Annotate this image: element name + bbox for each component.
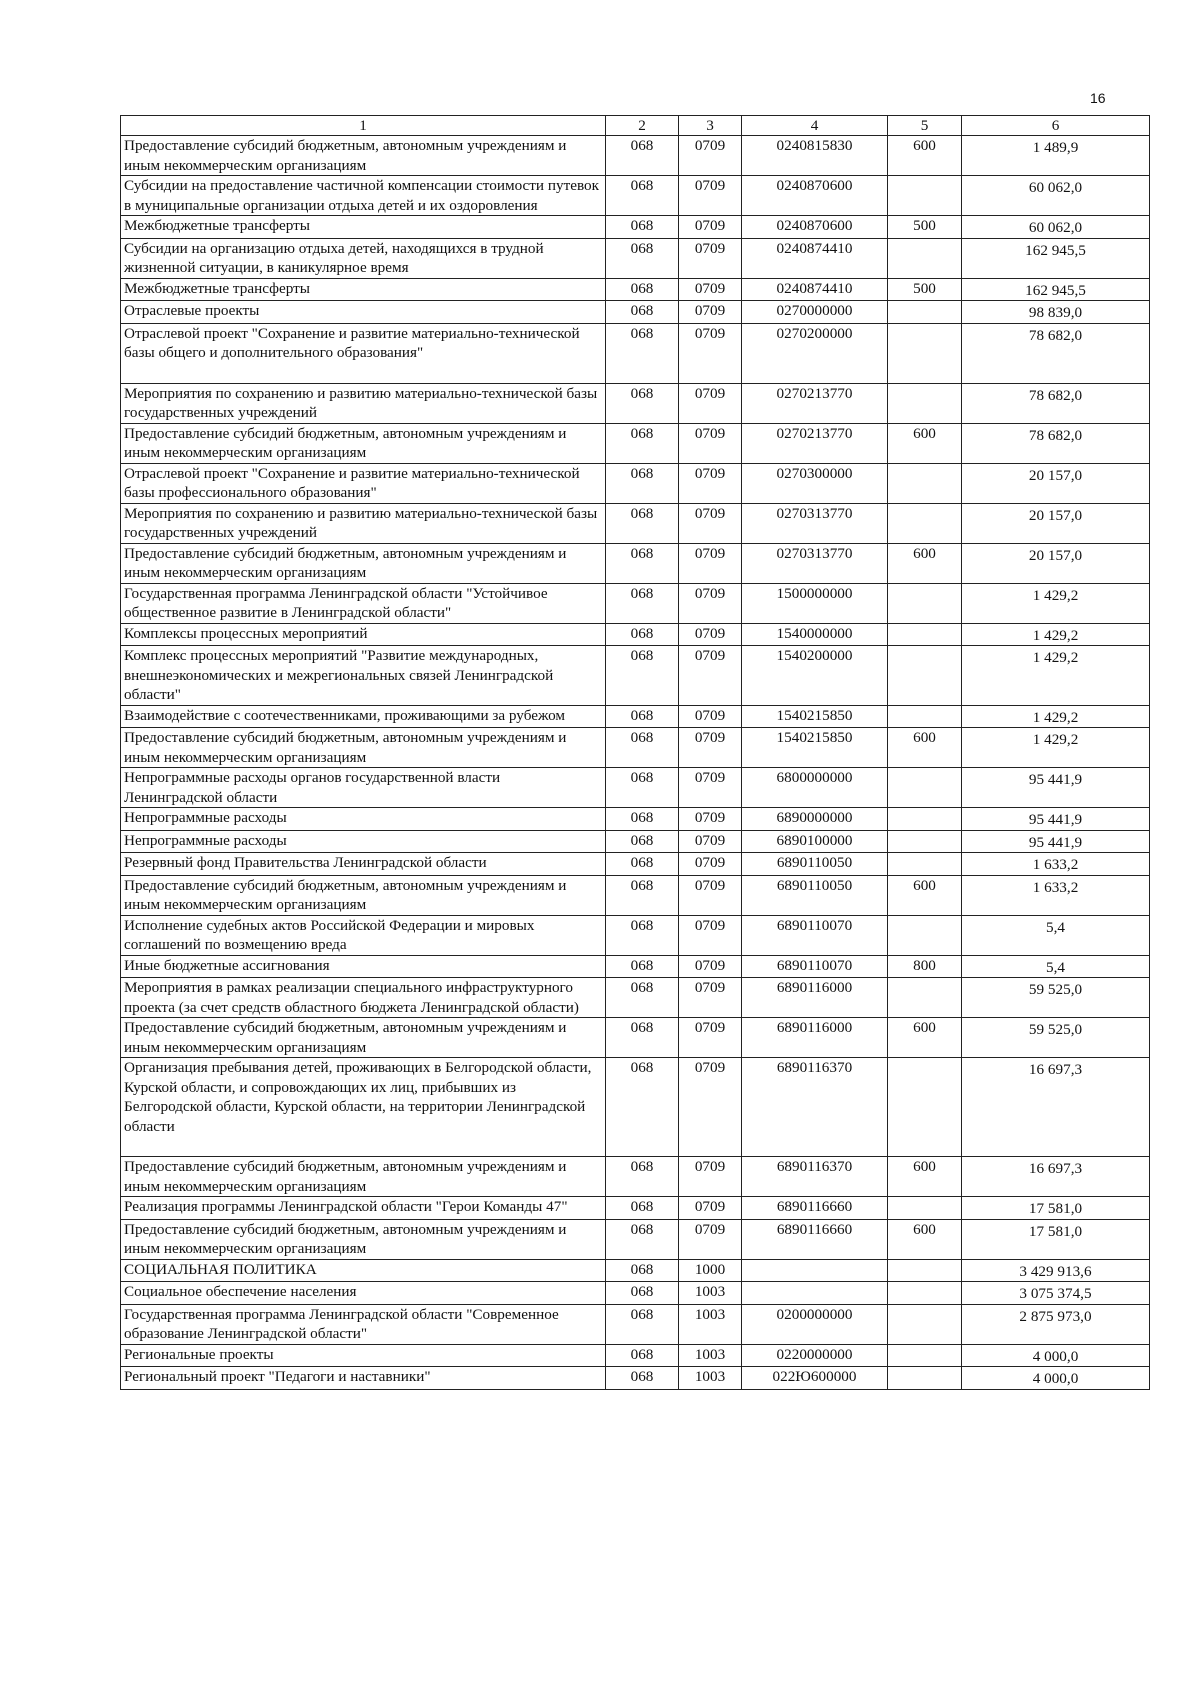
table-row bbox=[121, 216, 1150, 239]
row-chapter: 068 bbox=[606, 543, 679, 583]
row-amount: 17 581,0 bbox=[962, 1219, 1150, 1259]
row-expense-type: 600 bbox=[888, 423, 962, 463]
row-section: 0709 bbox=[679, 955, 742, 978]
row-amount: 60 062,0 bbox=[962, 176, 1150, 216]
row-chapter: 068 bbox=[606, 423, 679, 463]
row-chapter: 068 bbox=[606, 705, 679, 728]
header-col-4: 4 bbox=[742, 116, 888, 136]
row-section: 0709 bbox=[679, 1058, 742, 1157]
row-expense-type bbox=[888, 1304, 962, 1344]
row-target-article: 0240874410 bbox=[742, 278, 888, 301]
table-row bbox=[121, 1259, 1150, 1282]
row-section: 0709 bbox=[679, 583, 742, 623]
row-section: 0709 bbox=[679, 383, 742, 423]
row-target-article: 0240874410 bbox=[742, 238, 888, 278]
row-expense-type: 600 bbox=[888, 1018, 962, 1058]
row-chapter: 068 bbox=[606, 583, 679, 623]
row-name: Комплексы процессных мероприятий bbox=[121, 623, 606, 646]
row-name: Предоставление субсидий бюджетным, автономным учреждениям и иным некоммерческим организациям bbox=[121, 423, 606, 463]
table-row bbox=[121, 136, 1150, 176]
table-row bbox=[121, 728, 1150, 768]
table-row bbox=[121, 1157, 1150, 1197]
row-expense-type bbox=[888, 176, 962, 216]
row-name: Межбюджетные трансферты bbox=[121, 216, 606, 239]
row-target-article: 6890000000 bbox=[742, 808, 888, 831]
row-section: 1003 bbox=[679, 1367, 742, 1390]
row-chapter: 068 bbox=[606, 463, 679, 503]
row-section: 0709 bbox=[679, 423, 742, 463]
row-amount: 60 062,0 bbox=[962, 216, 1150, 239]
row-chapter: 068 bbox=[606, 853, 679, 876]
table-row bbox=[121, 830, 1150, 853]
row-target-article: 0270313770 bbox=[742, 503, 888, 543]
row-amount: 98 839,0 bbox=[962, 301, 1150, 324]
row-section: 1000 bbox=[679, 1259, 742, 1282]
row-target-article: 0200000000 bbox=[742, 1304, 888, 1344]
row-expense-type bbox=[888, 915, 962, 955]
row-name: Социальное обеспечение населения bbox=[121, 1282, 606, 1305]
row-amount: 1 429,2 bbox=[962, 583, 1150, 623]
row-section: 0709 bbox=[679, 728, 742, 768]
row-amount: 3 429 913,6 bbox=[962, 1259, 1150, 1282]
row-expense-type bbox=[888, 808, 962, 831]
row-chapter: 068 bbox=[606, 1157, 679, 1197]
row-amount: 5,4 bbox=[962, 955, 1150, 978]
row-amount: 17 581,0 bbox=[962, 1197, 1150, 1220]
budget-table bbox=[120, 115, 1150, 1390]
table-row bbox=[121, 705, 1150, 728]
table-row bbox=[121, 808, 1150, 831]
row-chapter: 068 bbox=[606, 1282, 679, 1305]
row-target-article: 6800000000 bbox=[742, 768, 888, 808]
row-amount: 162 945,5 bbox=[962, 278, 1150, 301]
row-chapter: 068 bbox=[606, 1058, 679, 1157]
row-amount: 4 000,0 bbox=[962, 1344, 1150, 1367]
row-target-article: 1500000000 bbox=[742, 583, 888, 623]
table-row bbox=[121, 1282, 1150, 1305]
row-expense-type bbox=[888, 583, 962, 623]
row-target-article: 0270200000 bbox=[742, 323, 888, 383]
row-section: 0709 bbox=[679, 543, 742, 583]
row-target-article: 0240815830 bbox=[742, 136, 888, 176]
table-row bbox=[121, 1219, 1150, 1259]
row-section: 0709 bbox=[679, 915, 742, 955]
row-section: 0709 bbox=[679, 768, 742, 808]
row-amount: 4 000,0 bbox=[962, 1367, 1150, 1390]
row-chapter: 068 bbox=[606, 646, 679, 706]
row-name: Государственная программа Ленинградской области "Современное образование Ленинградской области" bbox=[121, 1304, 606, 1344]
row-name: Отраслевой проект "Сохранение и развитие материально-технической базы профессионального образования" bbox=[121, 463, 606, 503]
row-target-article: 1540215850 bbox=[742, 728, 888, 768]
row-amount: 1 633,2 bbox=[962, 853, 1150, 876]
row-expense-type bbox=[888, 1197, 962, 1220]
table-row bbox=[121, 978, 1150, 1018]
row-section: 1003 bbox=[679, 1344, 742, 1367]
row-section: 0709 bbox=[679, 503, 742, 543]
row-section: 1003 bbox=[679, 1282, 742, 1305]
row-amount: 1 489,9 bbox=[962, 136, 1150, 176]
row-target-article: 0270213770 bbox=[742, 423, 888, 463]
row-name: Непрограммные расходы bbox=[121, 830, 606, 853]
row-name: Непрограммные расходы bbox=[121, 808, 606, 831]
row-amount: 78 682,0 bbox=[962, 323, 1150, 383]
row-chapter: 068 bbox=[606, 978, 679, 1018]
row-expense-type bbox=[888, 1058, 962, 1157]
row-target-article: 6890116370 bbox=[742, 1058, 888, 1157]
row-target-article: 1540000000 bbox=[742, 623, 888, 646]
row-section: 0709 bbox=[679, 1219, 742, 1259]
row-amount: 95 441,9 bbox=[962, 830, 1150, 853]
row-amount: 20 157,0 bbox=[962, 543, 1150, 583]
row-name: Межбюджетные трансферты bbox=[121, 278, 606, 301]
header-col-6: 6 bbox=[962, 116, 1150, 136]
table-row bbox=[121, 423, 1150, 463]
table-row bbox=[121, 623, 1150, 646]
table-row bbox=[121, 1058, 1150, 1157]
row-name: Региональный проект "Педагоги и наставники" bbox=[121, 1367, 606, 1390]
row-name: Реализация программы Ленинградской области "Герои Команды 47" bbox=[121, 1197, 606, 1220]
row-section: 0709 bbox=[679, 301, 742, 324]
row-name: СОЦИАЛЬНАЯ ПОЛИТИКА bbox=[121, 1259, 606, 1282]
table-row bbox=[121, 768, 1150, 808]
row-expense-type bbox=[888, 238, 962, 278]
row-target-article bbox=[742, 1259, 888, 1282]
row-name: Иные бюджетные ассигнования bbox=[121, 955, 606, 978]
row-section: 0709 bbox=[679, 323, 742, 383]
row-amount: 1 429,2 bbox=[962, 623, 1150, 646]
row-amount: 20 157,0 bbox=[962, 503, 1150, 543]
row-target-article: 0270213770 bbox=[742, 383, 888, 423]
row-amount: 2 875 973,0 bbox=[962, 1304, 1150, 1344]
row-target-article: 0270000000 bbox=[742, 301, 888, 324]
row-expense-type: 600 bbox=[888, 136, 962, 176]
row-target-article: 6890116000 bbox=[742, 1018, 888, 1058]
row-amount: 1 429,2 bbox=[962, 646, 1150, 706]
table-row bbox=[121, 875, 1150, 915]
row-section: 1003 bbox=[679, 1304, 742, 1344]
page-number: 16 bbox=[1090, 90, 1106, 106]
table-row bbox=[121, 383, 1150, 423]
row-amount: 1 633,2 bbox=[962, 875, 1150, 915]
row-chapter: 068 bbox=[606, 875, 679, 915]
row-section: 0709 bbox=[679, 1018, 742, 1058]
row-chapter: 068 bbox=[606, 301, 679, 324]
row-expense-type bbox=[888, 463, 962, 503]
table-row bbox=[121, 323, 1150, 383]
row-section: 0709 bbox=[679, 1197, 742, 1220]
row-section: 0709 bbox=[679, 978, 742, 1018]
row-name: Предоставление субсидий бюджетным, автономным учреждениям и иным некоммерческим организациям bbox=[121, 728, 606, 768]
row-name: Региональные проекты bbox=[121, 1344, 606, 1367]
row-amount: 16 697,3 bbox=[962, 1058, 1150, 1157]
row-chapter: 068 bbox=[606, 1219, 679, 1259]
row-chapter: 068 bbox=[606, 1259, 679, 1282]
table-row bbox=[121, 646, 1150, 706]
row-amount: 95 441,9 bbox=[962, 768, 1150, 808]
row-name: Мероприятия по сохранению и развитию материально-технической базы государственных учреждений bbox=[121, 383, 606, 423]
row-expense-type: 600 bbox=[888, 543, 962, 583]
row-chapter: 068 bbox=[606, 176, 679, 216]
row-expense-type bbox=[888, 623, 962, 646]
row-chapter: 068 bbox=[606, 830, 679, 853]
table-row bbox=[121, 955, 1150, 978]
row-name: Отраслевые проекты bbox=[121, 301, 606, 324]
row-target-article: 6890100000 bbox=[742, 830, 888, 853]
table-row bbox=[121, 543, 1150, 583]
row-section: 0709 bbox=[679, 1157, 742, 1197]
row-amount: 78 682,0 bbox=[962, 423, 1150, 463]
row-section: 0709 bbox=[679, 705, 742, 728]
row-target-article bbox=[742, 1282, 888, 1305]
row-name: Субсидии на предоставление частичной компенсации стоимости путевок в муниципальные организации отдыха детей и их оздоровления bbox=[121, 176, 606, 216]
header-col-1: 1 bbox=[121, 116, 606, 136]
row-section: 0709 bbox=[679, 136, 742, 176]
row-expense-type bbox=[888, 503, 962, 543]
row-chapter: 068 bbox=[606, 216, 679, 239]
row-amount: 59 525,0 bbox=[962, 978, 1150, 1018]
row-target-article: 6890110050 bbox=[742, 875, 888, 915]
row-section: 0709 bbox=[679, 238, 742, 278]
row-section: 0709 bbox=[679, 623, 742, 646]
row-chapter: 068 bbox=[606, 238, 679, 278]
row-section: 0709 bbox=[679, 646, 742, 706]
row-chapter: 068 bbox=[606, 503, 679, 543]
row-expense-type bbox=[888, 1367, 962, 1390]
row-chapter: 068 bbox=[606, 768, 679, 808]
row-amount: 1 429,2 bbox=[962, 705, 1150, 728]
row-chapter: 068 bbox=[606, 1304, 679, 1344]
row-chapter: 068 bbox=[606, 1018, 679, 1058]
row-target-article: 6890110070 bbox=[742, 915, 888, 955]
table-row bbox=[121, 176, 1150, 216]
row-target-article: 6890116000 bbox=[742, 978, 888, 1018]
row-name: Резервный фонд Правительства Ленинградской области bbox=[121, 853, 606, 876]
row-section: 0709 bbox=[679, 853, 742, 876]
row-name: Предоставление субсидий бюджетным, автономным учреждениям и иным некоммерческим организациям bbox=[121, 543, 606, 583]
row-expense-type bbox=[888, 830, 962, 853]
row-expense-type bbox=[888, 383, 962, 423]
row-name: Взаимодействие с соотечественниками, проживающими за рубежом bbox=[121, 705, 606, 728]
row-name: Предоставление субсидий бюджетным, автономным учреждениям и иным некоммерческим организациям bbox=[121, 1219, 606, 1259]
row-expense-type bbox=[888, 705, 962, 728]
row-target-article: 1540215850 bbox=[742, 705, 888, 728]
row-amount: 5,4 bbox=[962, 915, 1150, 955]
row-amount: 59 525,0 bbox=[962, 1018, 1150, 1058]
table-row bbox=[121, 1367, 1150, 1390]
row-chapter: 068 bbox=[606, 136, 679, 176]
row-expense-type: 600 bbox=[888, 728, 962, 768]
row-target-article: 6890110070 bbox=[742, 955, 888, 978]
row-name: Исполнение судебных актов Российской Федерации и мировых соглашений по возмещению вреда bbox=[121, 915, 606, 955]
table-row bbox=[121, 238, 1150, 278]
row-amount: 16 697,3 bbox=[962, 1157, 1150, 1197]
table-row bbox=[121, 1197, 1150, 1220]
row-name: Государственная программа Ленинградской области "Устойчивое общественное развитие в Ленинградской области" bbox=[121, 583, 606, 623]
table-row bbox=[121, 301, 1150, 324]
row-expense-type bbox=[888, 768, 962, 808]
row-chapter: 068 bbox=[606, 915, 679, 955]
table-row bbox=[121, 503, 1150, 543]
row-chapter: 068 bbox=[606, 278, 679, 301]
table-row bbox=[121, 915, 1150, 955]
row-target-article: 6890116370 bbox=[742, 1157, 888, 1197]
row-name: Предоставление субсидий бюджетным, автономным учреждениям и иным некоммерческим организациям bbox=[121, 875, 606, 915]
row-expense-type bbox=[888, 853, 962, 876]
row-section: 0709 bbox=[679, 830, 742, 853]
row-name: Отраслевой проект "Сохранение и развитие материально-технической базы общего и дополнительного образования" bbox=[121, 323, 606, 383]
table-row bbox=[121, 278, 1150, 301]
table-header-row bbox=[121, 116, 1150, 136]
table-row bbox=[121, 1304, 1150, 1344]
table-row bbox=[121, 463, 1150, 503]
header-col-5: 5 bbox=[888, 116, 962, 136]
row-amount: 162 945,5 bbox=[962, 238, 1150, 278]
row-expense-type: 600 bbox=[888, 1219, 962, 1259]
row-section: 0709 bbox=[679, 808, 742, 831]
row-expense-type: 500 bbox=[888, 216, 962, 239]
row-section: 0709 bbox=[679, 278, 742, 301]
row-amount: 78 682,0 bbox=[962, 383, 1150, 423]
row-chapter: 068 bbox=[606, 383, 679, 423]
row-expense-type bbox=[888, 1259, 962, 1282]
row-amount: 95 441,9 bbox=[962, 808, 1150, 831]
row-expense-type bbox=[888, 1282, 962, 1305]
row-expense-type: 600 bbox=[888, 875, 962, 915]
row-expense-type bbox=[888, 323, 962, 383]
row-target-article: 6890116660 bbox=[742, 1219, 888, 1259]
row-target-article: 6890110050 bbox=[742, 853, 888, 876]
row-expense-type: 500 bbox=[888, 278, 962, 301]
row-expense-type bbox=[888, 646, 962, 706]
row-chapter: 068 bbox=[606, 1367, 679, 1390]
row-amount: 20 157,0 bbox=[962, 463, 1150, 503]
row-name: Мероприятия по сохранению и развитию материально-технической базы государственных учреждений bbox=[121, 503, 606, 543]
row-amount: 1 429,2 bbox=[962, 728, 1150, 768]
row-section: 0709 bbox=[679, 216, 742, 239]
row-expense-type: 800 bbox=[888, 955, 962, 978]
table-row bbox=[121, 583, 1150, 623]
header-col-3: 3 bbox=[679, 116, 742, 136]
row-section: 0709 bbox=[679, 463, 742, 503]
row-chapter: 068 bbox=[606, 623, 679, 646]
table-row bbox=[121, 853, 1150, 876]
row-name: Непрограммные расходы органов государственной власти Ленинградской области bbox=[121, 768, 606, 808]
row-chapter: 068 bbox=[606, 1197, 679, 1220]
row-expense-type bbox=[888, 1344, 962, 1367]
row-name: Предоставление субсидий бюджетным, автономным учреждениям и иным некоммерческим организациям bbox=[121, 136, 606, 176]
row-amount: 3 075 374,5 bbox=[962, 1282, 1150, 1305]
row-chapter: 068 bbox=[606, 323, 679, 383]
row-name: Предоставление субсидий бюджетным, автономным учреждениям и иным некоммерческим организациям bbox=[121, 1018, 606, 1058]
row-chapter: 068 bbox=[606, 808, 679, 831]
row-section: 0709 bbox=[679, 875, 742, 915]
row-chapter: 068 bbox=[606, 728, 679, 768]
row-name: Субсидии на организацию отдыха детей, находящихся в трудной жизненной ситуации, в каникулярное время bbox=[121, 238, 606, 278]
row-target-article: 1540200000 bbox=[742, 646, 888, 706]
row-section: 0709 bbox=[679, 176, 742, 216]
header-col-2: 2 bbox=[606, 116, 679, 136]
row-expense-type bbox=[888, 301, 962, 324]
row-name: Мероприятия в рамках реализации специального инфраструктурного проекта (за счет средств областного бюджета Ленинградской области) bbox=[121, 978, 606, 1018]
row-target-article: 0220000000 bbox=[742, 1344, 888, 1367]
table-row bbox=[121, 1344, 1150, 1367]
row-target-article: 0270313770 bbox=[742, 543, 888, 583]
row-target-article: 0270300000 bbox=[742, 463, 888, 503]
row-target-article: 0240870600 bbox=[742, 176, 888, 216]
row-chapter: 068 bbox=[606, 955, 679, 978]
row-expense-type bbox=[888, 978, 962, 1018]
row-name: Организация пребывания детей, проживающих в Белгородской области, Курской области, и сопровождающих их лиц, прибывших из Белгородской области, Курской области, на территории Ленинградской области bbox=[121, 1058, 606, 1157]
table-row bbox=[121, 1018, 1150, 1058]
row-expense-type: 600 bbox=[888, 1157, 962, 1197]
row-target-article: 022Ю600000 bbox=[742, 1367, 888, 1390]
row-name: Комплекс процессных мероприятий "Развитие международных, внешнеэкономических и межрегиональных связей Ленинградской области" bbox=[121, 646, 606, 706]
row-target-article: 0240870600 bbox=[742, 216, 888, 239]
row-chapter: 068 bbox=[606, 1344, 679, 1367]
row-target-article: 6890116660 bbox=[742, 1197, 888, 1220]
row-name: Предоставление субсидий бюджетным, автономным учреждениям и иным некоммерческим организациям bbox=[121, 1157, 606, 1197]
